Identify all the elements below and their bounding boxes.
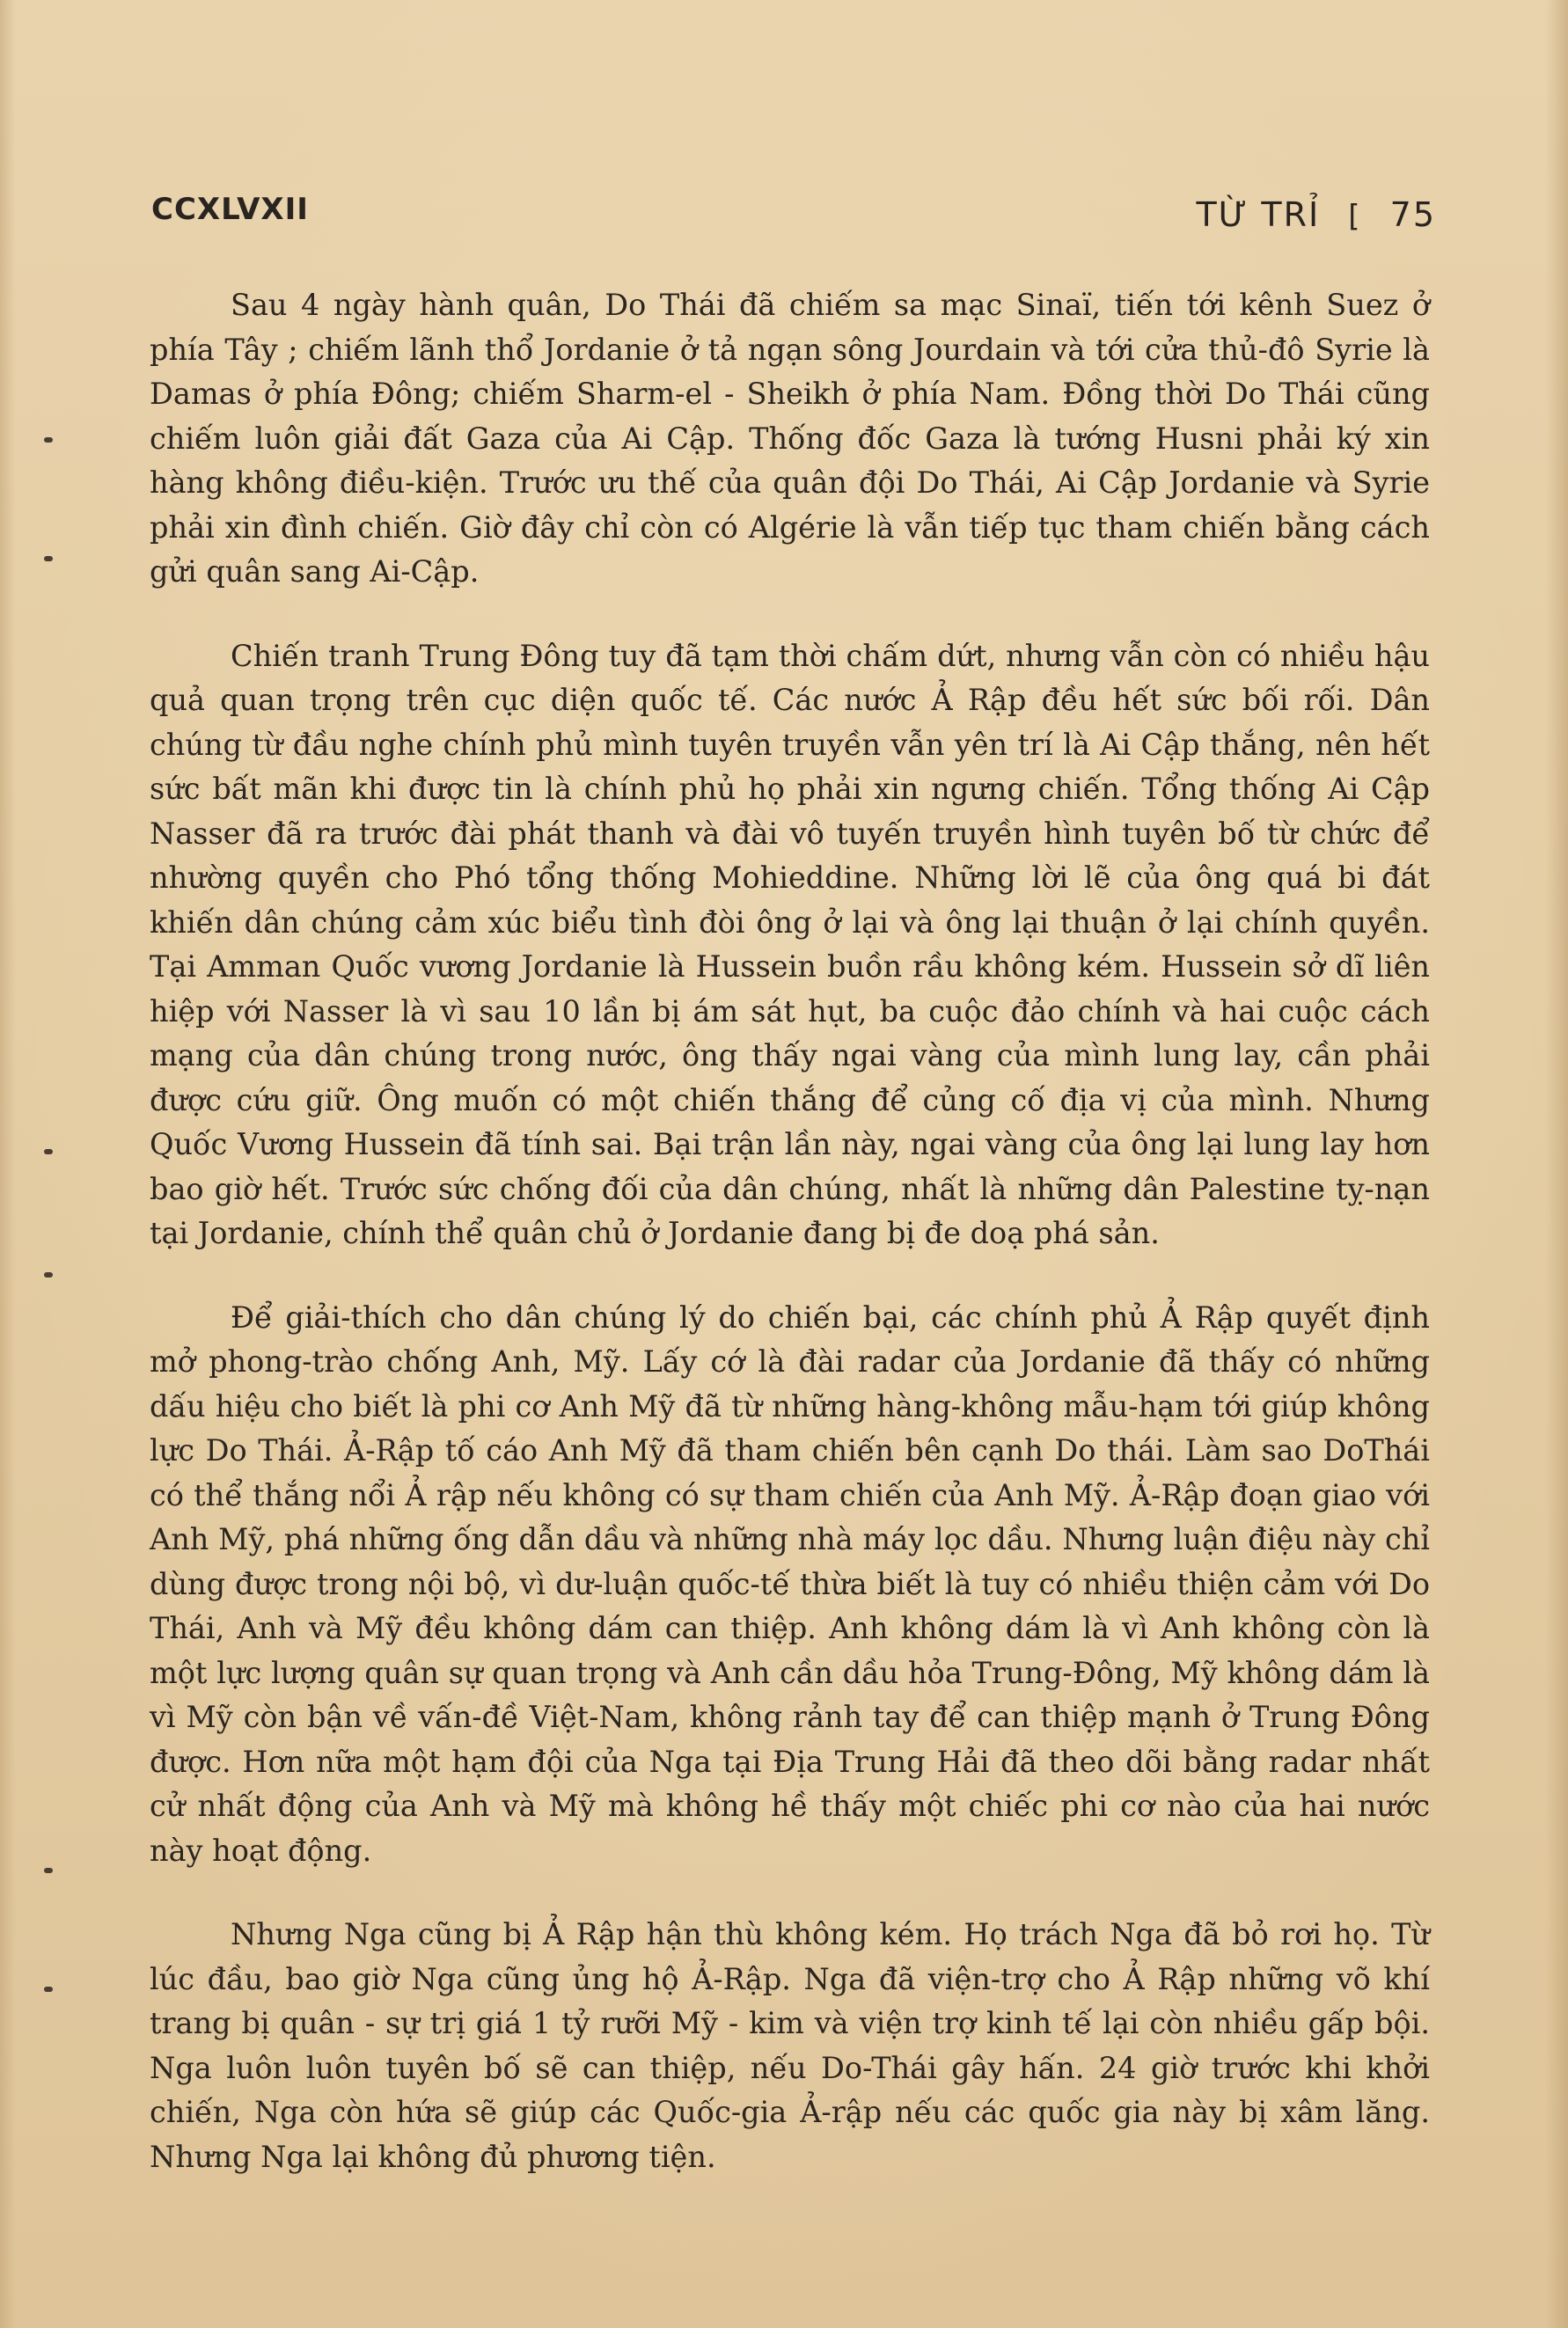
paragraph: Để giải-thích cho dân chúng lý do chiến bại, các chính phủ Ả Rập quyết định mở phong-trào chống Anh, Mỹ. Lấy cớ là đài radar của Jordanie đã thấy có những dấu hiệu cho biết là phi cơ Anh Mỹ đã từ những hàng-không mẫu-hạm tới giúp không lực Do Thái. Ả-Rập tố cáo Anh Mỹ đã tham chiến bên cạnh Do thái. Làm sao DoThái có thể thắng nổi Ả rập nếu không có sự tham chiến của Anh Mỹ. Ả-Rập đoạn giao với Anh Mỹ, phá những ống dẫn dầu và những nhà máy lọc dầu. Nhưng luận điệu này chỉ dùng được trong nội bộ, vì dư-luận quốc-tế thừa biết là tuy có nhiều thiện cảm với Do Thái, Anh và Mỹ đều không dám can thiệp. Anh không dám là vì Anh không còn là một lực lượng quân sự quan trọng và Anh cần dầu hỏa Trung-Đông, Mỹ không dám là vì Mỹ còn bận về vấn-đề Việt-Nam, không rảnh tay để can thiệp mạnh ở Trung Đông được. Hơn nữa một hạm đội của Nga tại Địa Trung Hải đã theo dõi bằng radar nhất cử nhất động của Anh và Mỹ mà không hề thấy một chiếc phi cơ nào của hai nước này hoạt động.: [150, 1299, 1430, 1868]
paragraph: Sau 4 ngày hành quân, Do Thái đã chiếm sa mạc Sinaï, tiến tới kênh Suez ở phía Tây ; chiếm lãnh thổ Jordanie ở tả ngạn sông Jourdain và tới cửa thủ-đô Syrie là Damas ở phía Đông; chiếm Sharm-el - Sheikh ở phía Nam. Đồng thời Do Thái cũng chiếm luôn giải đất Gaza của Ai Cập. Thống đốc Gaza là tướng Husni phải ký xin hàng không điều-kiện. Trước ưu thế của quân đội Do Thái, Ai Cập Jordanie và Syrie phải xin đình chiến. Giờ đây chỉ còn có Algérie là vẫn tiếp tục tham chiến bằng cách gửi quân sang Ai-Cập.: [150, 288, 1430, 589]
chapter-number: CCXLVXII: [151, 192, 309, 227]
paragraph: Nhưng Nga cũng bị Ả Rập hận thù không kém. Họ trách Nga đã bỏ rơi họ. Từ lúc đầu, bao giờ Nga cũng ủng hộ Ả-Rập. Nga đã viện-trợ cho Ả Rập những võ khí trang bị quân - sự trị giá 1 tỷ rưỡi Mỹ - kim và viện trợ kinh tế lại còn nhiều gấp bội. Nga luôn luôn tuyên bố sẽ can thiệp, nếu Do-Thái gây hấn. 24 giờ trước khi khởi chiến, Nga còn hứa sẽ giúp các Quốc-gia Ả-rập nếu các quốc gia này bị xâm lăng. Nhưng Nga lại không đủ phương tiện.: [150, 1917, 1430, 2174]
page-header: [151, 192, 1436, 253]
margin-mark: [44, 1272, 53, 1277]
body-text: [150, 283, 1430, 2219]
margin-mark: [44, 1868, 53, 1873]
page-number: 75: [1389, 195, 1436, 234]
running-head: [1196, 195, 1436, 234]
section-title: TỪ TRỈ: [1196, 195, 1321, 234]
margin-mark: [44, 437, 53, 443]
page-left-edge: [0, 0, 16, 2328]
page-right-edge: [1545, 0, 1568, 2328]
header-separator: [: [1348, 199, 1362, 234]
margin-mark: [44, 1149, 53, 1154]
margin-mark: [44, 556, 53, 561]
paragraph: Chiến tranh Trung Đông tuy đã tạm thời chấm dứt, nhưng vẫn còn có nhiều hậu quả quan trọng trên cục diện quốc tế. Các nước Ả Rập đều hết sức bối rối. Dân chúng từ đầu nghe chính phủ mình tuyên truyền vẫn yên trí là Ai Cập thắng, nên hết sức bất mãn khi được tin là chính phủ họ phải xin ngưng chiến. Tổng thống Ai Cập Nasser đã ra trước đài phát thanh và đài vô tuyến truyền hình tuyên bố từ chức để nhường quyền cho Phó tổng thống Mohieddine. Những lời lẽ của ông quá bi đát khiến dân chúng cảm xúc biểu tình đòi ông ở lại và ông lại thuận ở lại chính quyền. Tại Amman Quốc vương Jordanie là Hussein buồn rầu không kém. Hussein sở dĩ liên hiệp với Nasser là vì sau 10 lần bị ám sát hụt, ba cuộc đảo chính và hai cuộc cách mạng của dân chúng trong nước, ông thấy ngai vàng của mình lung lay, cần phải được cứu giữ. Ông muốn có một chiến thắng để củng cố địa vị của mình. Nhưng Quốc Vương Hussein đã tính sai. Bại trận lần này, ngai vàng của ông lại lung lay hơn bao giờ hết. Trước sức chống đối của dân chúng, nhất là những dân Palestine tỵ-nạn tại Jordanie, chính thể quân chủ ở Jordanie đang bị đe doạ phá sản.: [150, 638, 1430, 1250]
margin-mark: [44, 1987, 53, 1992]
